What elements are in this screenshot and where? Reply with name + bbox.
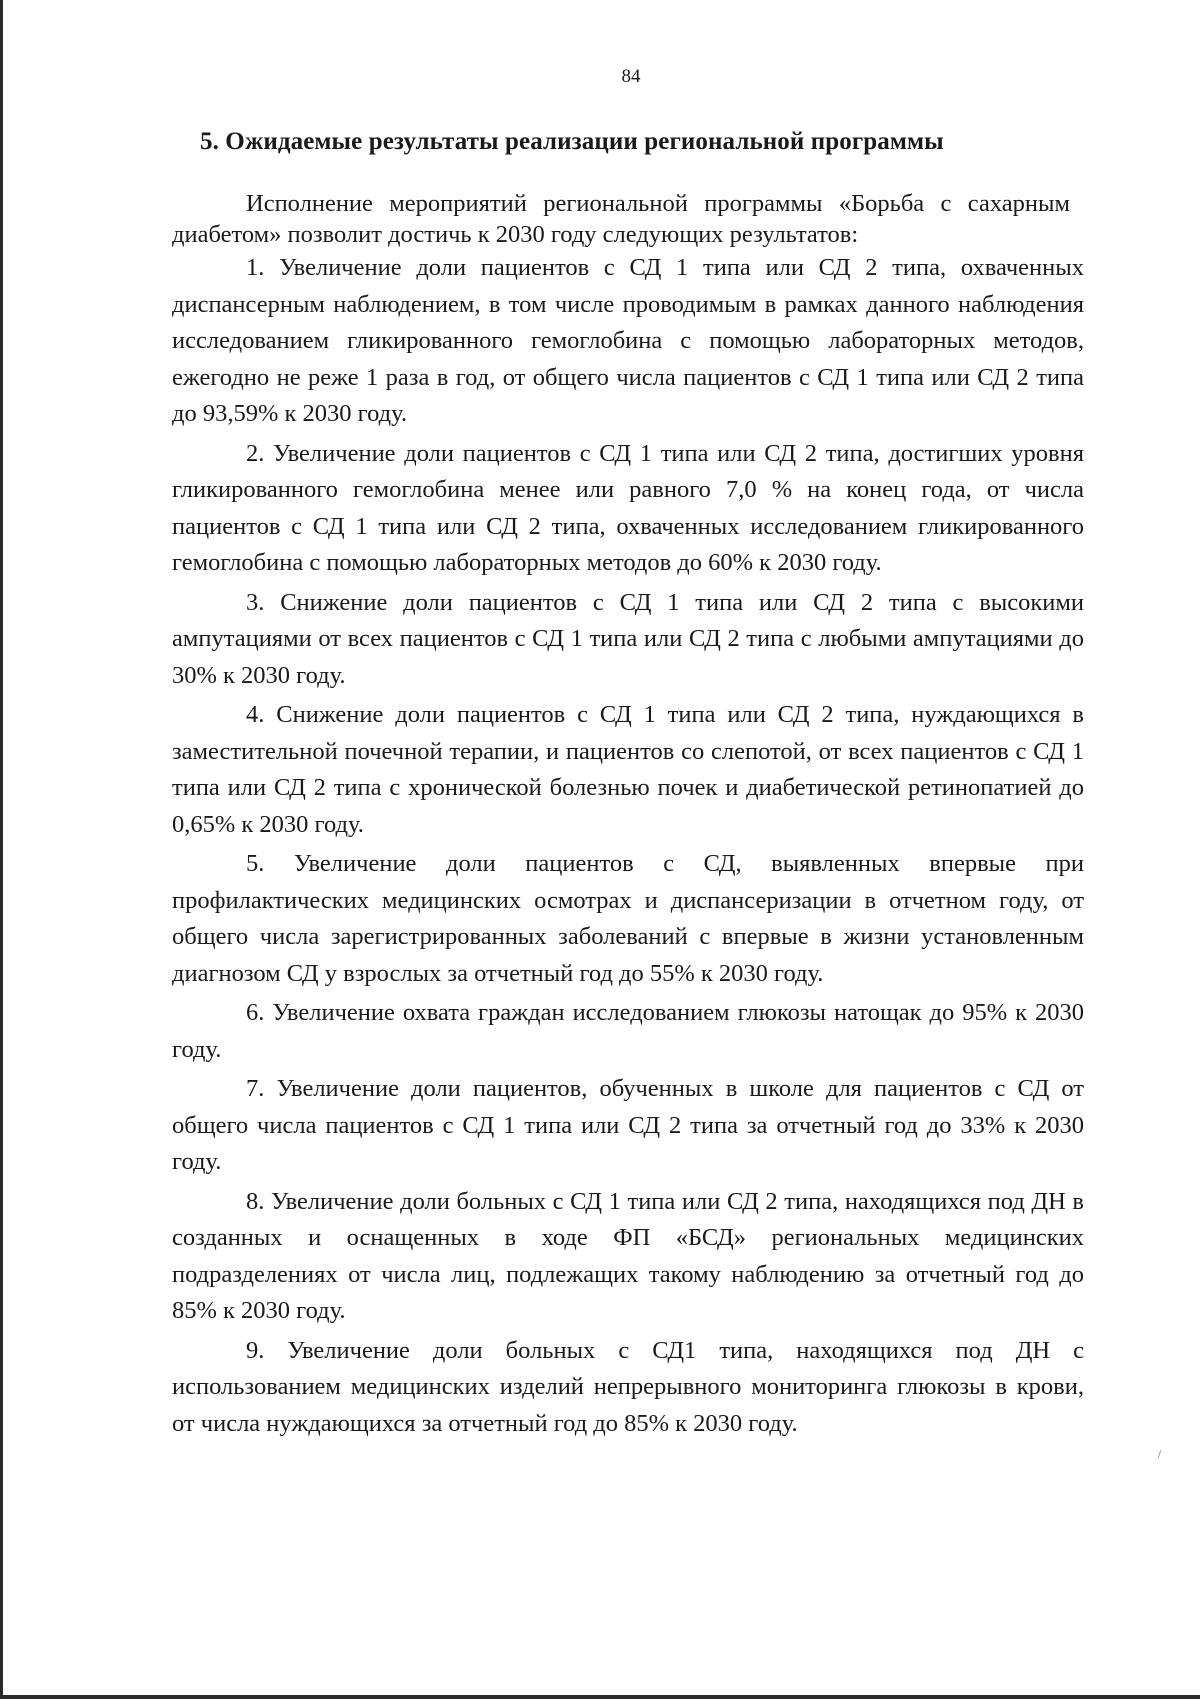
page-number: 84: [621, 66, 641, 87]
result-item-6: 6. Увеличение охвата граждан исследованием глюкозы натощак до 95% к 2030 году.: [172, 999, 1084, 1063]
result-item-9: 9. Увеличение доли больных с СД1 типа, находящихся под ДН с использованием медицинских изделий непрерывного мониторинга глюкозы в крови, от числа нуждающихся за отчетный год до 85% к 2030 году.: [172, 1336, 1084, 1437]
result-item-1: 1. Увеличение доли пациентов с СД 1 типа или СД 2 типа, охваченных диспансерным наблюдением, в том числе проводимым в рамках данного наблюдения исследованием гликированного гемоглобина с помощью лабораторных методов, ежегодно не реже 1 раза в год, от общего числа пациентов с СД 1 типа или СД 2 типа до 93,59% к 2030 году.: [172, 254, 1084, 427]
body-text: [172, 188, 1084, 1445]
scan-edge-bottom: [0, 1695, 1200, 1699]
result-item-4: 4. Снижение доли пациентов с СД 1 типа или СД 2 типа, нуждающихся в заместительной почечной терапии, и пациентов со слепотой, от всех пациентов с СД 1 типа или СД 2 типа с хронической болезнью почек и диабетической ретинопатией до 0,65% к 2030 году.: [172, 701, 1084, 838]
result-item-8: 8. Увеличение доли больных с СД 1 типа или СД 2 типа, находящихся под ДН в созданных и оснащенных в ходе ФП «БСД» региональных медицинских подразделениях от числа лиц, подлежащих такому наблюдению за отчетный год до 85% к 2030 году.: [172, 1187, 1084, 1324]
intro-paragraph: Исполнение мероприятий региональной программы «Борьба с сахарным диабетом» позволит достичь к 2030 году следующих результатов:: [172, 190, 1070, 248]
section-title: 5. Ожидаемые результаты реализации региональной программы: [200, 128, 944, 155]
result-item-3: 3. Снижение доли пациентов с СД 1 типа или СД 2 типа с высокими ампутациями от всех пациентов с СД 1 типа или СД 2 типа с любыми ампутациями до 30% к 2030 году.: [172, 588, 1084, 689]
result-item-7: 7. Увеличение доли пациентов, обученных в школе для пациентов с СД от общего числа пациентов с СД 1 типа или СД 2 типа за отчетный год до 33% к 2030 году.: [172, 1075, 1084, 1175]
scan-edge-left: [0, 0, 3, 1699]
result-item-5: 5. Увеличение доли пациентов с СД, выявленных впервые при профилактических медицинских осмотрах и диспансеризации в отчетном году, от общего числа зарегистрированных заболеваний с впервые в жизни установленным диагнозом СД у взрослых за отчетный год до 55% к 2030 году.: [172, 850, 1084, 987]
scan-speck: [1158, 1450, 1162, 1458]
result-item-2: 2. Увеличение доли пациентов с СД 1 типа или СД 2 типа, достигших уровня гликированного гемоглобина менее или равного 7,0 % на конец года, от числа пациентов с СД 1 типа или СД 2 типа, охваченных исследованием гликированного гемоглобина с помощью лабораторных методов до 60% к 2030 году.: [172, 439, 1084, 576]
